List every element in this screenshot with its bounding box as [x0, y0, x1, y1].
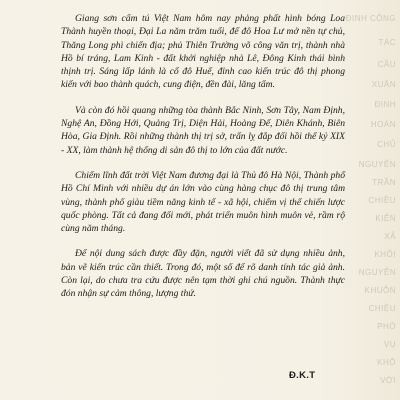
bleed-line: HOÀN — [370, 120, 396, 129]
bleed-line: XÃ — [384, 232, 396, 241]
paragraph: Để nội dung sách được đầy đặn, người viết đã sử dụng nhiều ảnh, bản vẽ kiến trúc cần thiết. Trong đó, một số để rõ danh tính tác giả ảnh. Còn lại, do chưa tra cứu được nên tạm thời ghi chú nguồn. Thành thực đón nhận sự cảm thông, lượng thứ. — [61, 248, 345, 300]
body-text — [61, 12, 345, 313]
bleed-line: VỤ — [383, 340, 396, 349]
bleed-line: VỚI — [380, 376, 396, 385]
bleed-line: NGUYỄN — [358, 268, 396, 277]
bleed-line: TÁC — [378, 38, 396, 47]
bleed-through-text — [338, 0, 400, 400]
bleed-line: CHIỀU — [368, 196, 396, 205]
bleed-line: ĐINH — [374, 100, 396, 109]
paragraph: Giang sơn cẩm tú Việt Nam hôm nay phảng phất hình bóng Loa Thành huyền thoại, Đại La năm trăm tuổi, để đô Hoa Lư mở nền tự chủ, Thăng Long phì chiến địa; phủ Thiên Trường võ công văn trị, thành nhà Hồ bí tráng, Lam Kinh - đất khởi nghiệp nhà Lê, Đông Kinh thái bình thịnh trị. Sáng lấp lánh là cố đô Huế, đỉnh cao kiến trúc đô thị phong kiến với bao thành quách, cung điện, đền đài, lăng tẩm. — [61, 13, 345, 91]
bleed-line: KHỔ — [377, 358, 396, 367]
bleed-line: XUÂN — [371, 80, 396, 89]
bleed-line: TRẦN — [372, 178, 396, 187]
bleed-line: CHIỀU — [368, 304, 396, 313]
bleed-line: KIẾN — [375, 214, 396, 223]
bleed-line: CHỦ — [377, 140, 396, 149]
bleed-line: ĐINH CÔNG — [345, 14, 396, 23]
author-signature: Đ.K.T — [289, 370, 316, 381]
bleed-line: KHUÔN — [364, 286, 396, 295]
bleed-line: KHỐI — [374, 250, 396, 259]
bleed-line: PHÓ — [377, 322, 396, 331]
paragraph: Chiếm lĩnh đất trời Việt Nam đương đại là Thủ đô Hà Nội, Thành phố Hồ Chí Minh với nhiều dự án lớn vào cùng hàng chục đô thị trung tâm vùng, thành phố giàu tiềm năng kinh tế - xã hội, chiếm vị thế chiến lược quốc phòng. Tất cả đang đổi mới, phát triển muôn hình muôn vẻ, rầm rộ cùng năm tháng. — [61, 169, 345, 235]
bleed-line: CẦU — [377, 60, 396, 69]
paragraph: Và còn đó hồi quang những tòa thành Bắc Ninh, Sơn Tây, Nam Định, Nghệ An, Đồng Hới, Quảng Trị, Diện Hải, Hoàng Đế, Diên Khánh, Biên Hòa, Gia Định. Rồi những thành thị trị sở, trấn lỵ đắp đổi hồi thế kỷ XIX - XX, làm thành hệ thống di sản đô thị to lớn của đất nước. — [61, 104, 345, 156]
bleed-line: NGUYỄN — [358, 160, 396, 169]
